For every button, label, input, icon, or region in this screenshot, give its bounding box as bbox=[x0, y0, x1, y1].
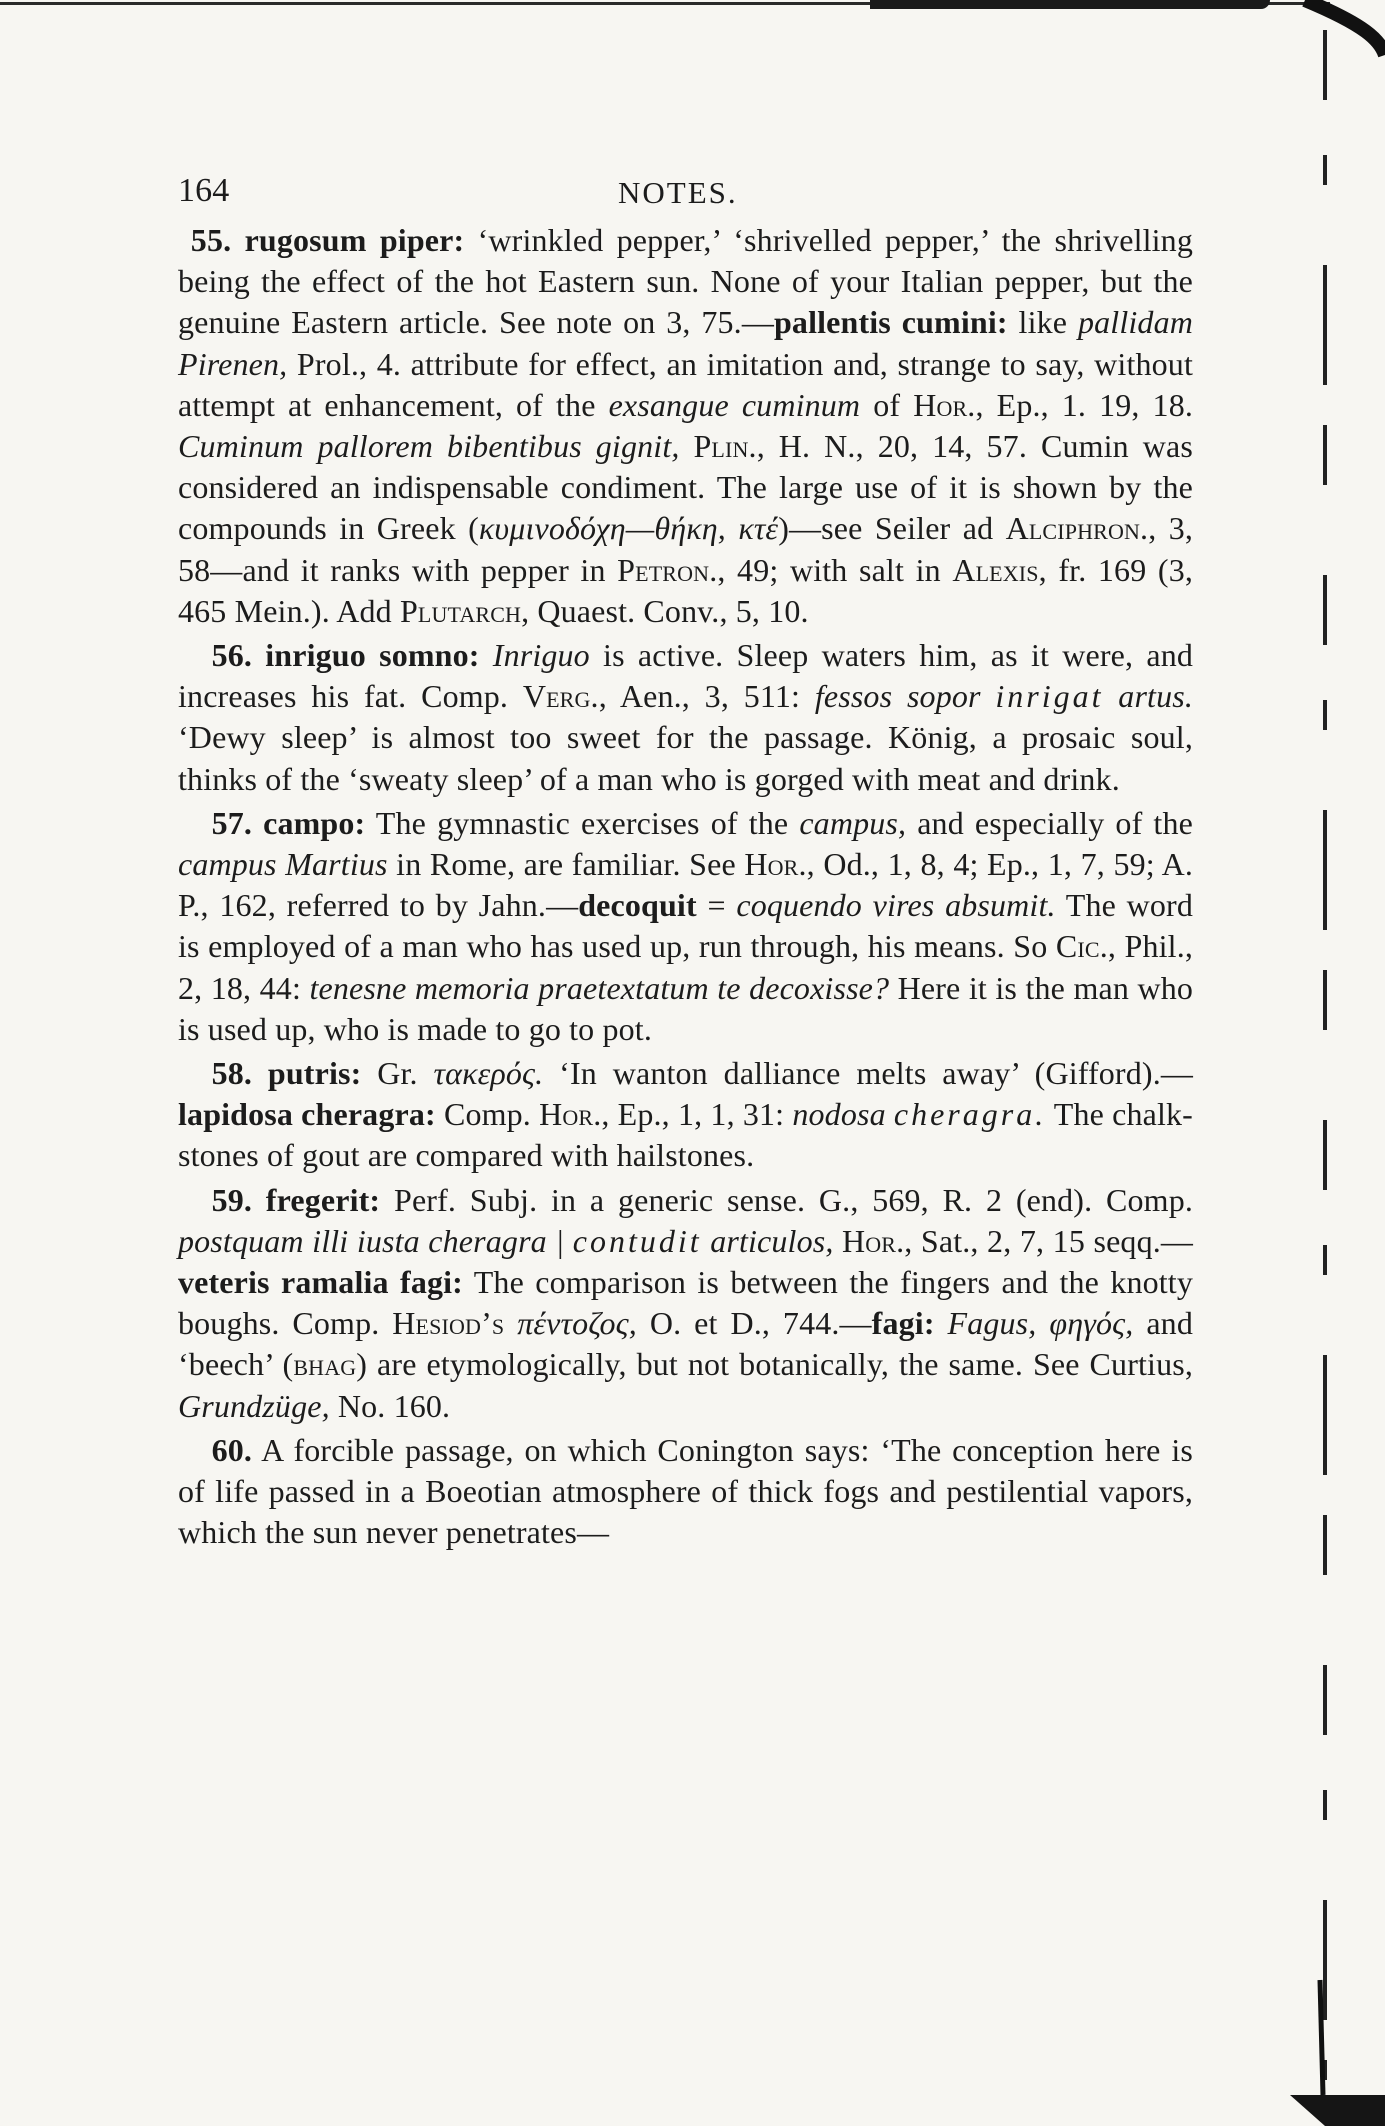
binding-edge bbox=[1285, 0, 1385, 2126]
lemma: campo: bbox=[263, 804, 366, 841]
italic-text: κυμινοδόχη—θήκη, κτέ bbox=[478, 510, 779, 547]
italic-text: Inriguo bbox=[492, 637, 590, 674]
note-text: Prol., 4. attribute for effect, an imitation and, strange to say, without attempt at enhancement, of the bbox=[178, 345, 1193, 423]
lemma: fagi: bbox=[871, 1305, 935, 1342]
note-text: , 3, 58—and it ranks with pepper in bbox=[178, 510, 1194, 588]
author-citation: Hesiod’s bbox=[392, 1305, 505, 1342]
note-text bbox=[1104, 678, 1119, 714]
note-text bbox=[702, 1223, 711, 1259]
italic-text: nodosa bbox=[792, 1096, 886, 1133]
author-citation: bhag bbox=[293, 1346, 357, 1383]
italic-text: Fagus, bbox=[947, 1305, 1037, 1342]
note-number: 60. bbox=[211, 1431, 253, 1468]
note-text: , H. N., 20, 14, 57. Cumin was considered an indispensable condiment. The large use of it is shown by the compounds in Greek ( bbox=[178, 428, 1194, 547]
note-text: , Aen., 3, 511: bbox=[598, 678, 815, 715]
spaced-italic-text: contudit bbox=[572, 1222, 702, 1259]
note-text: The comparison is between the fingers and the knotty boughs. Comp. bbox=[178, 1264, 1193, 1342]
note-text: , 49; with salt in bbox=[717, 551, 953, 588]
italic-text: pallidam Pirenen, bbox=[178, 304, 1193, 382]
note-text: No. 160. bbox=[329, 1387, 451, 1424]
notes-body bbox=[178, 220, 1193, 1554]
note-text bbox=[564, 1223, 573, 1259]
italic-text: postquam illi iusta cheragra | bbox=[178, 1222, 565, 1259]
note-text: , fr. 169 (3, 465 Mein.). Add bbox=[178, 551, 1193, 629]
italic-text: campus, bbox=[799, 804, 907, 841]
running-head bbox=[178, 150, 1193, 220]
note-56 bbox=[178, 635, 1193, 800]
note-text: Here it is the man who is used up, who is made to go to pot. bbox=[178, 969, 1193, 1047]
author-citation: Petron. bbox=[617, 551, 718, 588]
author-citation: Hor. bbox=[841, 1222, 905, 1259]
note-text: , Phil., 2, 18, 44: bbox=[178, 928, 1194, 1006]
note-number: 55. bbox=[190, 222, 232, 258]
note-text bbox=[480, 637, 493, 673]
author-citation: Hor. bbox=[744, 846, 807, 883]
note-number: 58. bbox=[211, 1055, 253, 1092]
note-text bbox=[504, 1305, 517, 1341]
note-text bbox=[833, 1223, 842, 1259]
running-title: NOTES. bbox=[618, 175, 738, 210]
note-text bbox=[886, 1096, 894, 1132]
author-citation: Alciphron. bbox=[1005, 510, 1149, 547]
lemma: inriguo somno: bbox=[265, 637, 480, 674]
author-citation: Hor. bbox=[913, 386, 976, 423]
scan-top-edge bbox=[0, 0, 1385, 14]
scan-top-shadow bbox=[870, 0, 1270, 9]
author-citation: Alexis bbox=[952, 551, 1039, 588]
note-text bbox=[981, 678, 996, 714]
note-number: 56. bbox=[211, 637, 253, 674]
note-text: = bbox=[696, 887, 737, 924]
italic-text: φηγός, bbox=[1049, 1305, 1134, 1342]
lemma: lapidosa cheragra: bbox=[178, 1096, 436, 1133]
note-text: ‘In wanton dalliance melts away’ (Gifford).— bbox=[543, 1055, 1193, 1092]
note-number: 59. bbox=[211, 1181, 253, 1218]
page-number: 164 bbox=[178, 172, 230, 209]
note-text: in Rome, are familiar. See bbox=[387, 846, 745, 883]
spaced-italic-text: inrigat bbox=[995, 678, 1104, 715]
italic-text: Cuminum pallorem bibentibus gignit, bbox=[178, 428, 680, 465]
note-text: Comp. bbox=[435, 1096, 540, 1133]
note-text: O. et D., 744.— bbox=[636, 1305, 872, 1342]
italic-text: Grundzüge, bbox=[178, 1387, 330, 1424]
note-text: is active. Sleep waters him, as it were, and increases his fat. Comp. bbox=[178, 637, 1194, 715]
author-citation: Verg. bbox=[522, 678, 599, 715]
note-text: , Quaest. Conv., 5, 10. bbox=[521, 592, 809, 629]
note-text: ‘wrinkled pepper,’ ‘shrivelled pepper,’ the shrivelling being the effect of the hot Eastern sun. None of your Italian pepper, but the genuine Eastern article. See note on 3, 75.— bbox=[178, 222, 1193, 341]
author-citation: Hor. bbox=[539, 1096, 602, 1133]
italic-text: campus Martius bbox=[178, 846, 388, 883]
author-citation: Plin. bbox=[693, 428, 757, 465]
italic-text: πέντοζος, bbox=[517, 1305, 637, 1342]
note-text: of bbox=[860, 386, 914, 423]
italic-text: artus. bbox=[1118, 678, 1193, 715]
note-text: Gr. bbox=[361, 1055, 434, 1092]
note-text: and ‘beech’ ( bbox=[178, 1305, 1193, 1383]
note-text bbox=[680, 428, 694, 464]
note-text: ‘Dewy sleep’ is almost too sweet for the passage. König, a prosaic soul, thinks of the ‘sweaty sleep’ of a man who is gorged with meat and drink. bbox=[178, 719, 1193, 797]
spaced-italic-text: cheragra. bbox=[893, 1096, 1047, 1133]
lemma: rugosum piper: bbox=[244, 222, 465, 258]
italic-text: articulos, bbox=[710, 1222, 834, 1259]
lemma: putris: bbox=[267, 1055, 362, 1092]
note-number: 57. bbox=[211, 804, 253, 841]
page bbox=[178, 150, 1193, 1557]
lemma: veteris ramalia fagi: bbox=[178, 1264, 463, 1301]
note-55 bbox=[178, 220, 1193, 632]
note-text: The word is employed of a man who has used up, run through, his means. So bbox=[178, 887, 1194, 965]
note-58 bbox=[178, 1053, 1193, 1177]
author-citation: Plutarch bbox=[399, 592, 522, 629]
note-text bbox=[935, 1305, 948, 1341]
note-text: and especially of the bbox=[906, 804, 1193, 841]
note-text: ) are etymologically, but not botanically, the same. See Curtius, bbox=[356, 1346, 1193, 1383]
note-text: )—see Seiler ad bbox=[778, 510, 1006, 547]
note-text: A forcible passage, on which Conington says: ‘The conception here is of life passed in a Boeotian atmosphere of thick fogs and pestilential vapors, which the sun never penetrates— bbox=[178, 1431, 1194, 1551]
note-text: , Sat., 2, 7, 15 seqq.— bbox=[904, 1222, 1194, 1259]
note-text: , Od., 1, 8, 4; Ep., 1, 7, 59; A. P., 162, referred to by Jahn.— bbox=[178, 846, 1194, 924]
note-text: like bbox=[1007, 304, 1078, 341]
note-60 bbox=[178, 1430, 1193, 1554]
lemma: fregerit: bbox=[265, 1181, 381, 1218]
lemma: pallentis cumini: bbox=[773, 304, 1008, 341]
italic-text: exsangue cuminum bbox=[608, 386, 861, 423]
note-59 bbox=[178, 1180, 1193, 1427]
lemma: decoquit bbox=[578, 887, 697, 924]
author-citation: Cic. bbox=[1055, 928, 1108, 965]
italic-text: fessos sopor bbox=[814, 678, 981, 715]
note-text: , Ep., 1. 19, 18. bbox=[975, 386, 1193, 423]
note-text: , Ep., 1, 1, 31: bbox=[601, 1096, 793, 1133]
italic-text: tenesne memoria praetextatum te decoxisse? bbox=[309, 969, 890, 1006]
note-text: The chalk-stones of gout are compared with hailstones. bbox=[178, 1096, 1193, 1174]
note-text: Perf. Subj. in a generic sense. G., 569, R. 2 (end). Comp. bbox=[380, 1181, 1193, 1218]
italic-text: τακερός. bbox=[433, 1055, 544, 1092]
note-text: The gymnastic exercises of the bbox=[365, 804, 800, 841]
note-text bbox=[1036, 1305, 1049, 1341]
italic-text: coquendo vires absumit. bbox=[736, 887, 1056, 924]
note-57 bbox=[178, 803, 1193, 1050]
